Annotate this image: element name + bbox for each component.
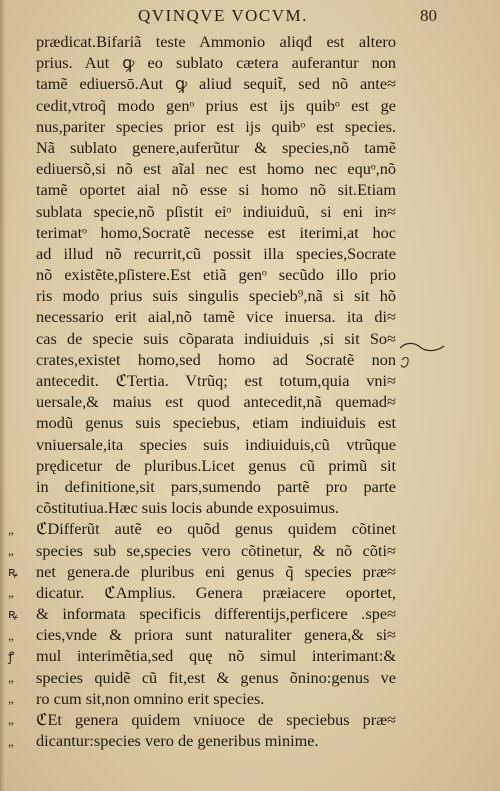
text-line: mul interimẽtia,sed quę nõ simul interimant:& [36,646,396,666]
text-line: net genera.de pluribus eni genus q̃ species præ≈ [36,561,396,581]
text-line: cas de specie suis cõparata indiuiduis ,si sit So≈ [36,328,396,348]
text-line: & informata specificis differentijs,perficere .spe≈ [36,604,396,624]
text-line: species sub se,species vero cõtinetur, & nõ cõti≈ [36,540,396,560]
text-line: vniuersale,ita species suis indiuiduis,cũ vtrũque [36,434,396,454]
margin-mark: „ [8,542,14,558]
margin-mark: „ [8,733,14,749]
text-line: ℭDifferũt autẽ eo quõd genus quidem cõtinet [36,519,396,539]
text-line: crates,existet homo,sed homo ad Socratẽ non [36,349,396,369]
text-line: tamẽ ediuersō.Aut ꝙ aliud sequit̃, sed nõ ante≈ [36,74,396,94]
text-line: ediuersõ,si nõ est aĩal nec est homo nec equᵒ,nõ [36,159,396,179]
text-line: prędicetur de pluribus.Licet genus cũ primũ sit [36,455,396,475]
margin-mark: „ [8,585,14,601]
text-line: prædicat.Bifariã teste Ammonio aliqđ est altero [36,32,396,51]
text-line: cõstitutiua.Hæc suis locis abunde exposuimus. [36,498,339,518]
page-gutter-shadow [0,0,6,791]
margin-mark: „ [8,521,14,537]
text-line: ℭEt genera quidem vniuoce de speciebus præ≈ [36,710,396,729]
text-line: antecedit. ℭTertia. Vtrũq; est totum,quia vni≈ [36,371,396,390]
text-line: cedit,vtroq̃ modo genᵒ prius est ijs quibᵒ est ge [36,95,396,115]
text-line: dicatur. ℭAmplius. Genera præiacere oportet, [36,582,396,602]
text-line: modũ genus suis speciebus, etiam indiuiduis est [36,413,396,433]
margin-mark: ꝶ [8,564,18,579]
margin-mark: „ [8,627,14,643]
text-line: prius. Aut ꝙ eo sublato cætera auferantur non [36,53,396,73]
text-line: ad illud nõ recurrit,cũ possit illa species,Socrate [36,243,396,263]
text-line: nõ existẽte,pſistere.Est etiã genᵒ secũdo illo prio [36,265,396,285]
text-line: tamẽ oportet aial nõ esse si homo nõ sit.Etiam [36,180,396,200]
running-head [0,6,500,28]
text-line: uersale,& maius est quod antecedit,nã quemad≈ [36,392,396,412]
margin-flourish-icon [396,340,448,372]
text-line: dicantur:species vero de generibus minime. [36,731,319,751]
text-line: ro cum sit,non omnino erit species. [36,688,265,708]
margin-mark: „ [8,712,14,728]
text-line: in definitione,sit pars,sumendo partẽ pro parte [36,476,396,496]
text-line: cies,vnde & priora sunt naturaliter genera,& si≈ [36,625,396,645]
running-head-title: QVINQVE VOCVM. [138,6,308,25]
margin-mark: ꝶ [8,606,18,622]
text-line: nus,pariter species prior est ijs quibᵒ est species. [36,116,396,136]
folio-number: 80 [420,6,437,25]
text-line: sublata specie,nõ pſistit eiᵒ indiuiduũ, si eni in≈ [36,201,396,221]
body-text [36,31,396,751]
margin-mark: ꝭ [8,648,15,664]
text-line: ris modo prius suis singulis specieb⁹,nã si sit hõ [36,286,396,306]
margin-mark: „ [8,670,14,685]
text-line: necessario erit aial,nõ tamẽ vice inuersa. ita di≈ [36,307,396,327]
text-line: species quidẽ cũ fit,est & genus õnino:genus ve [36,667,396,687]
margin-mark: „ [8,691,14,707]
text-line: terimatᵒ homo,Socratẽ necesse est iterimi,at hoc [36,222,396,242]
text-line: Nã sublato genere,auferũtur & species,nõ tamẽ [36,137,396,157]
